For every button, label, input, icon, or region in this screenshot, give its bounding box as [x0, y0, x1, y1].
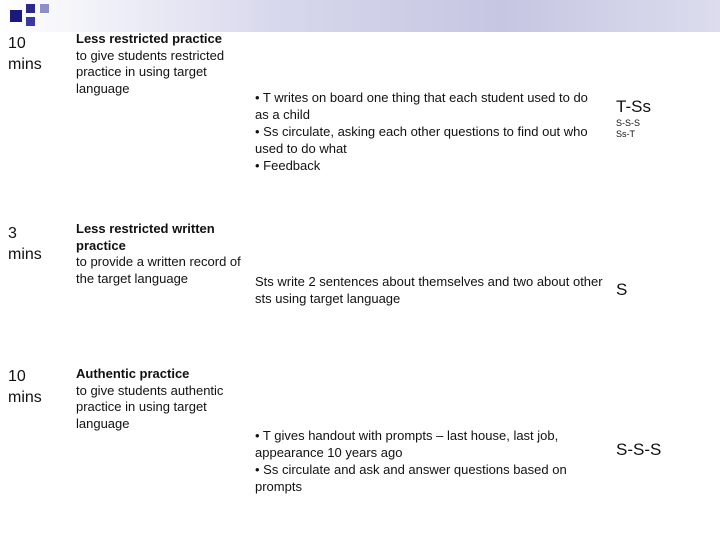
- time-value: 3: [8, 225, 17, 242]
- stage-title: Authentic practice: [76, 366, 190, 381]
- procedure-step: • T writes on board one thing that each student used to do as a child: [255, 90, 588, 122]
- time-unit: mins: [8, 389, 42, 406]
- decor-square: [26, 4, 35, 13]
- row-3-time: [8, 366, 68, 408]
- row-2-interaction: [616, 281, 716, 298]
- time-unit: mins: [8, 56, 42, 73]
- stage-description: to give students restricted practice in using target language: [76, 47, 225, 96]
- row-2-procedure: [255, 273, 605, 307]
- decor-square: [10, 10, 22, 22]
- procedure-step: • Ss circulate and ask and answer questions based on prompts: [255, 462, 567, 494]
- row-2-time: [8, 223, 68, 265]
- stage-title: Less restricted practice: [76, 31, 222, 46]
- procedure-step: • Feedback: [255, 158, 321, 173]
- time-value: 10: [8, 35, 26, 52]
- stage-description: to give students authentic practice in using target language: [76, 382, 224, 431]
- row-1-stage: [76, 31, 242, 97]
- row-3-stage: [76, 366, 242, 432]
- decor-square: [40, 4, 49, 13]
- row-3-procedure: [255, 427, 605, 495]
- row-2-stage: [76, 221, 242, 287]
- time-value: 10: [8, 368, 26, 385]
- title-bar-decoration: [0, 0, 720, 32]
- interaction-pattern: T-Ss: [616, 97, 651, 116]
- procedure-step: Sts write 2 sentences about themselves and two about other sts using target language: [255, 274, 603, 306]
- procedure-step: • T gives handout with prompts – last house, last job, appearance 10 years ago: [255, 428, 559, 460]
- interaction-sub: S-S-S: [616, 118, 641, 128]
- time-unit: mins: [8, 246, 42, 263]
- interaction-pattern: S-S-S: [616, 440, 662, 459]
- row-1-interaction: [616, 98, 716, 140]
- stage-description: to provide a written record of the target language: [76, 254, 241, 286]
- interaction-sub: Ss-T: [616, 129, 635, 139]
- row-1-procedure: [255, 89, 605, 174]
- row-3-interaction: [616, 441, 716, 458]
- decor-square: [26, 17, 35, 26]
- stage-title: Less restricted written practice: [76, 221, 215, 253]
- interaction-pattern: S: [616, 280, 628, 299]
- procedure-step: • Ss circulate, asking each other questions to find out who used to do what: [255, 124, 588, 156]
- row-1-time: [8, 33, 68, 75]
